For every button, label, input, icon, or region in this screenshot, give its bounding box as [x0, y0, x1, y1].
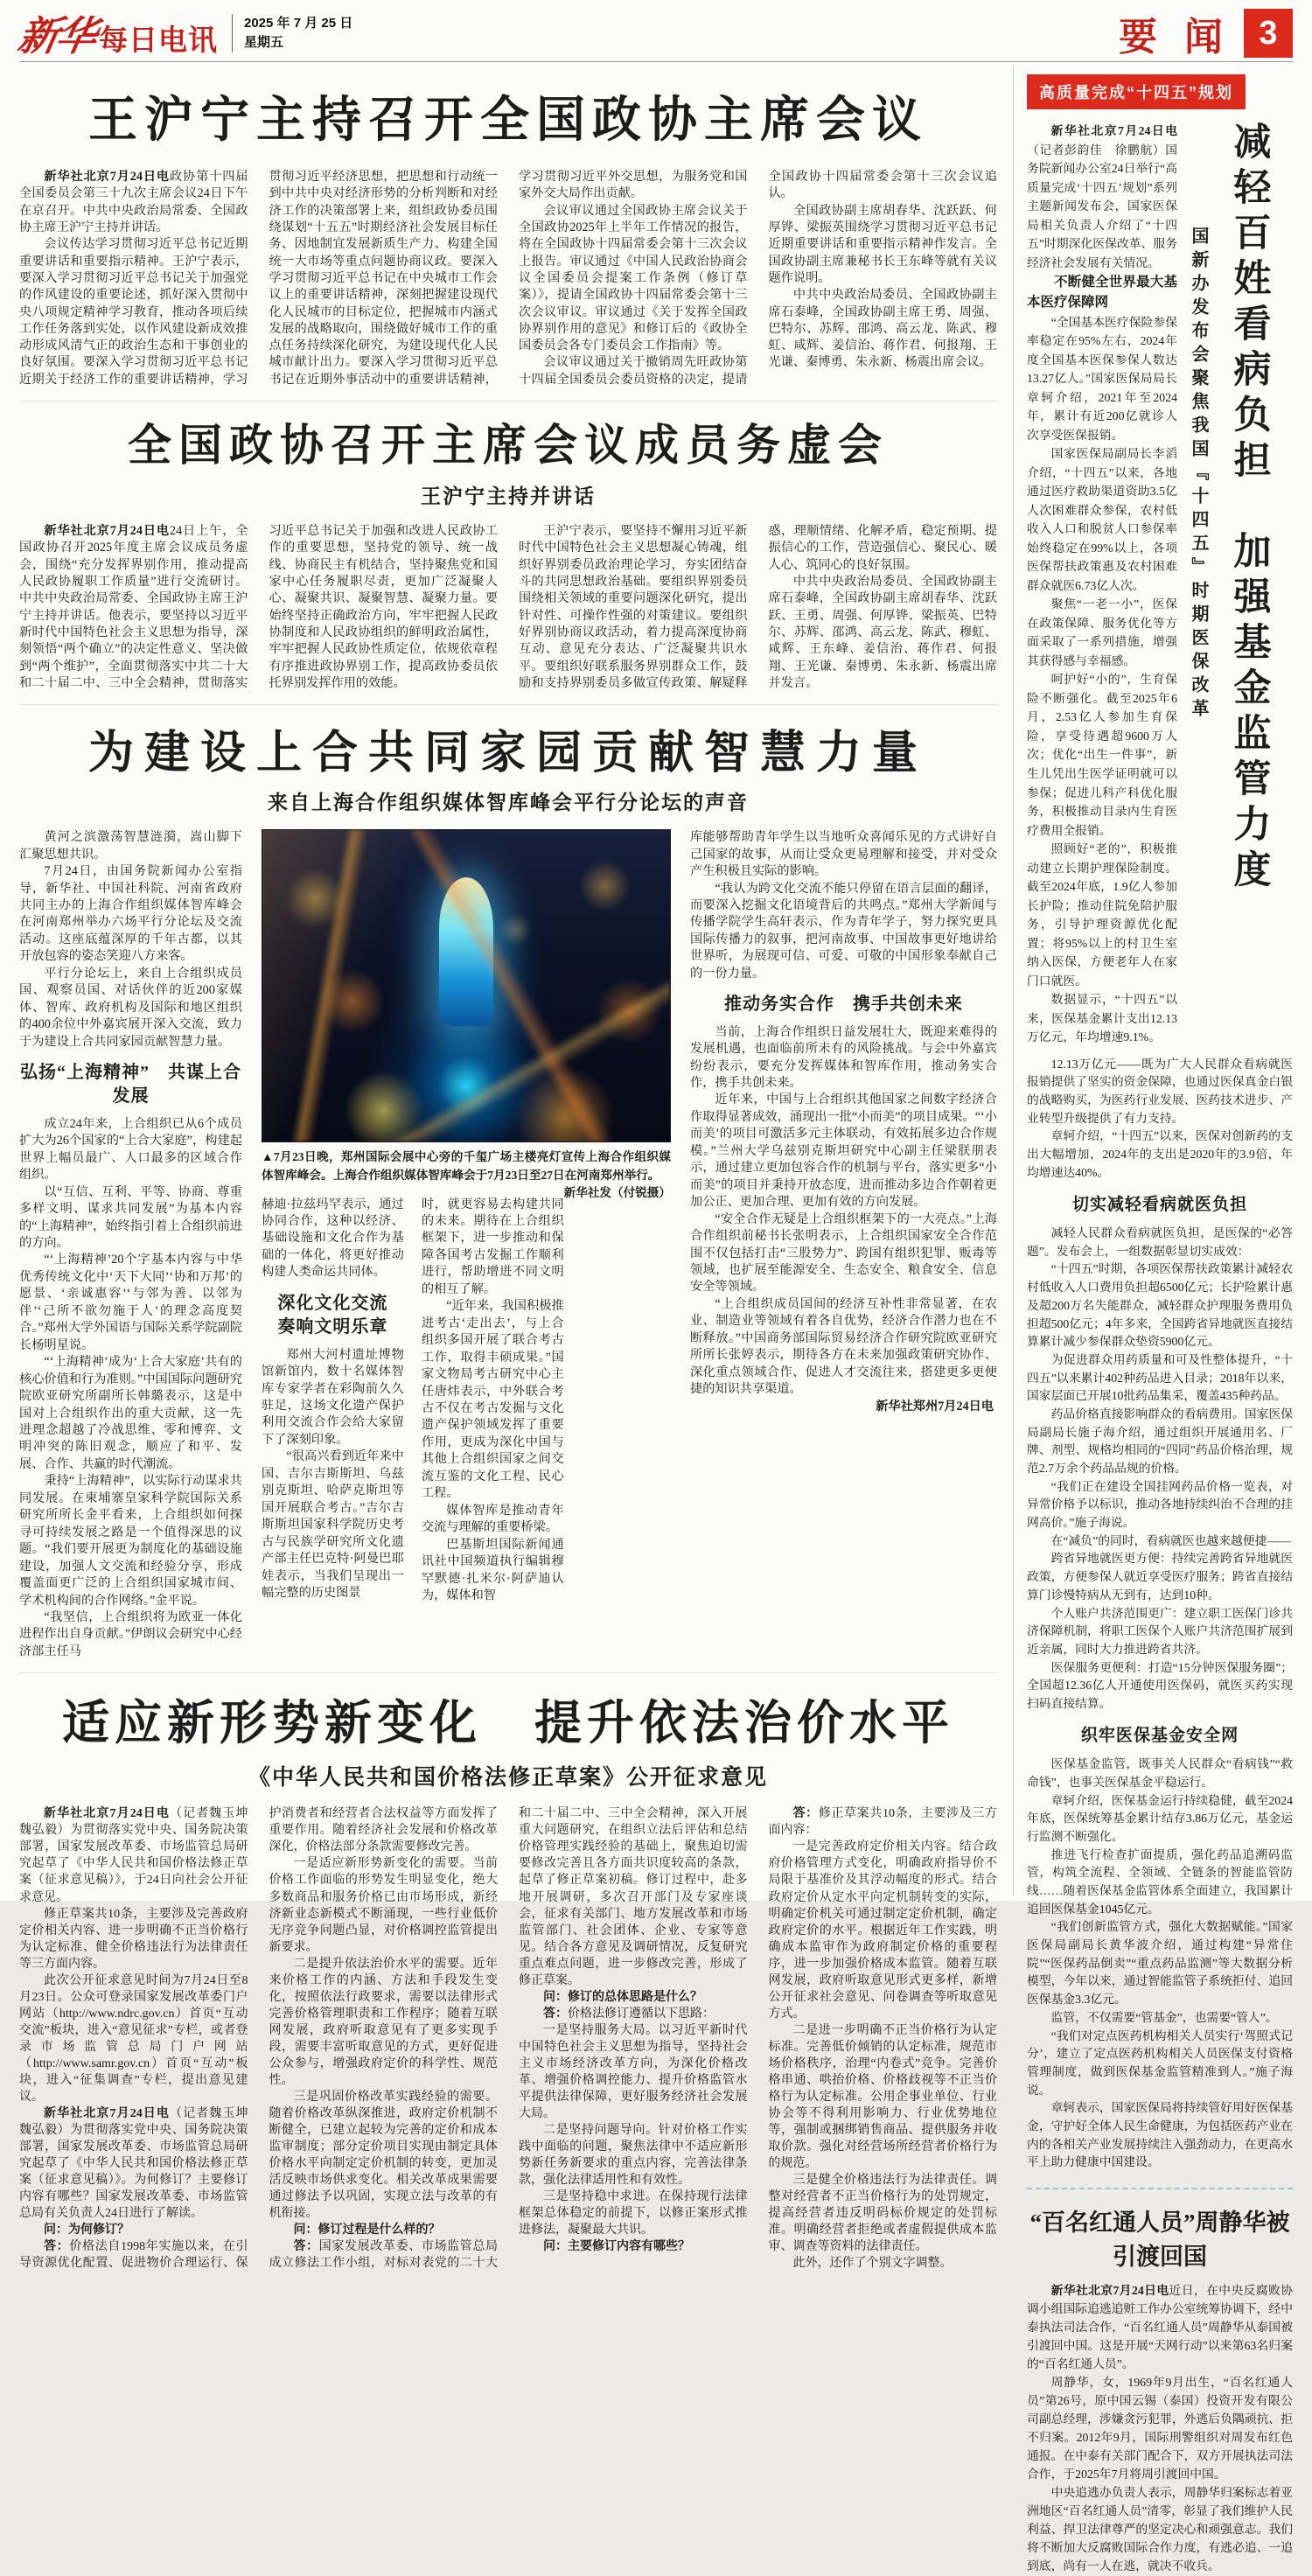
paragraph: “很高兴看到近年来中国、吉尔吉斯斯坦、乌兹别克斯坦、哈萨克斯坦等国开展联合考古。”吉尔吉斯斯坦国家科学院历史考古与民族学研究所文化遗产部主任巴克特·阿曼巴耶娃表示，当我们呈现出一幅完整的历史图景	[262, 1449, 404, 1600]
paragraph: 监管，不仅需要“管基金”，也需要“管人”。	[1050, 2010, 1278, 2024]
paragraph: 答：国家发展改革委、市场监管总局成立修法工作小组，对标对表党的二十大和二十届二中、三中全会精神，深入开展重大问题研究，在组织立法后评估和总结价格管理实践经验的基础上，聚焦迫切需要修改完善且各方面共识度较高的条款，起草了修正草案初稿。修订过程中，赴多地开展调研，多次召开部门及专家座谈会，征求有关部门、地方发展改革和市场监管部门、社会团体、企业、专家等意见。结合各方意见及调研情况，反复研究重点难点问题，进一步修改完善，形成了修正草案。	[269, 1807, 748, 2271]
vertical-subheadline: 国新办发布会聚焦我国『十四五』时期医保改革	[1189, 227, 1208, 723]
sco-left-column	[19, 829, 242, 1660]
paragraph: 一是坚持服务大局。以习近平新时代中国特色社会主义思想为指导，坚持社会主义市场经济改革方向，为深化价格改革、增强价格调控能力、提升价格监管水平提供法律保障，更好服务经济社会发展大局。	[519, 2023, 748, 2120]
masthead-right	[1119, 5, 1293, 61]
paragraph: 聚焦“一老一小”，医保在政策保障、服务优化等方面采取了一系列措施，增强其获得感与幸福感。	[1027, 597, 1177, 667]
paragraph: 新华社北京7月24日电（记者魏玉坤 魏弘毅）为贯彻落实党中央、国务院决策部署，国家发展改革委、市场监管总局研究起草了《中华人民共和国价格法修正草案（征求意见稿）》，于24日向社会公开征求意见。	[19, 1807, 261, 1904]
article-body	[1027, 2282, 1293, 2576]
paragraph: 以“互信、互利、平等、协商、尊重多样文明、谋求共同发展”为基本内容的“上海精神”，始终指引着上合组织前进的方向。	[19, 1184, 242, 1251]
paragraph: 此次公开征求意见时间为7月24日至8月23日。公众可登录国家发展改革委门户网站（http://www.ndrc.gov.cn）首页“互动交流”板块，进入“意见征求”专栏，或者登录市场监管总局门户网站（http://www.samr.gov.cn）首页“互动”板块，进入“征集调查”专栏，提出意见建议。	[19, 1973, 248, 2104]
article-body	[19, 169, 997, 388]
paragraph: 减轻人民群众看病就医负担，是医保的“必答题”。发布会上，一组数据彰显切实成效：	[1027, 1226, 1293, 1258]
paragraph: 二是进一步明确不正当价格行为认定标准。完善低价倾销的认定标准，规范市场价格秩序，治理“内卷式”竞争。完善价格串通、哄抬价格、价格歧视等不正当价格行为认定标准。公用企事业单位、行业协会等不得利用影响力、行业优势地位等，强制或捆绑销售商品、提供服务并收取价款。强化对经营场所经营者价格行为的规范。	[768, 2023, 997, 2171]
paragraph: 12.13万亿元——既为广大人民群众看病就医报销提供了坚实的资金保障，也通过医保真金白银的战略购买，为医药行业发展、医药技术进步、产业转型升级提供了有力支持。	[1027, 1057, 1293, 1125]
paragraph: 一是完善政府定价相关内容。结合政府价格管理方式变化，明确政府指导价不局限于基准价及其浮动幅度的形式。结合政府定价从定水平向定机制转变的实际，明确定价机关可通过制定定价机制，确定政府定价的水平。根据近年工作实践，明确成本监审作为政府制定价格的重要程序，进一步加强价格成本监管。随着互联网发展，政府听取意见形式更多样，新增公开征求社会意见、问卷调查等听取意见方式。	[768, 1840, 997, 2021]
paragraph: 7月24日，由国务院新闻办公室指导，新华社、中国社科院、河南省政府共同主办的上海合作组织媒体智库峰会在河南郑州举办六场平行分论坛及交流活动。这座底蕴深厚的千年古都，以其开放包容的姿态笑迎八方来客。	[19, 864, 242, 964]
paragraph: 三是坚持稳中求进。在保持现行法律框架总体稳定的前提下，以修正案形式推进修法，凝聚最大共识。	[519, 2190, 748, 2237]
paragraph: 会议传达学习贯彻习近平总书记近期重要讲话和重要指示精神。王沪宁表示，要深入学习贯彻习近平总书记关于加强党的作风建设的重要论述，抓好深入贯彻中央八项规定精神学习教育，推动各项后续工作任务落到实处，以作风建设新成效推动形成风清气正的政治生态和干事创业的良好氛围。要深入学习贯彻习近平总书记近期关于经济工作的重要讲话精神，学习贯彻习近平经济思想，把思想和行动统一到中共中央对经济形势的分析判断和对经济工作的决策部署上来，组织政协委员围绕谋划“十五五”时期经济社会发展目标任务、因地制宜发展新质生产力、构建全国统一大市场等重点问题协商议政。要深入学习贯彻习近平总书记在中央城市工作会议上的重要讲话精神，深刻把握建设现代化人民城市的目标定位，把握城市内涵式发展的战略取向，围绕做好城市工作的重点任务持续深化研究，为建设现代化人民城市献计出力。要深入学习贯彻习近平总书记在近期外事活动中的重要讲话精神，学习贯彻习近平外交思想，为服务党和国家外交大局作出贡献。	[19, 170, 748, 387]
paragraph: 修正草案共10条，主要涉及完善政府定价相关内容、进一步明确不正当价格行为认定标准、健全价格违法行为法律责任等三方面内容。	[19, 1907, 248, 1971]
paragraph: 赫迪·拉兹玛罕表示，通过协同合作，这种以经济、基础设施和文化合作为基础的一体化，将更好推动构建人类命运共同体。	[262, 1197, 404, 1280]
caption-text: ▲7月23日晚，郑州国际会展中心旁的千玺广场主楼亮灯宣传上海合作组织媒体智库峰会。上海合作组织媒体智库峰会于7月23日至27日在河南郑州举行。	[262, 1150, 671, 1182]
paragraph: 问：修订的总体思路是什么？	[543, 1990, 702, 2004]
paragraph: 此外，还作了个别文字调整。	[792, 2257, 953, 2271]
paragraph: 照顾好“老的”，积极推动建立长期护理保险制度。截至2024年底，1.9亿人参加长护险；推动住院免陪护服务，引导护理资源优化配置；将95%以上的村卫生室纳入医保，方便老年人在家门口就医。	[1027, 842, 1177, 988]
photo-zhengzhou-night-skyline	[262, 829, 671, 1142]
photo-credit: 新华社发（付锐摄）	[563, 1185, 671, 1199]
paragraph: 平行分论坛上，来自上合组织成员国、观察员国、对话伙伴的近200家媒体、智库、政府机构及国际和地区组织的400余位中外嘉宾展开深入交流，致力于为建设上合共同家园贡献智慧力量。	[19, 966, 242, 1049]
paragraph: 中共中央政治局委员、全国政协副主席石泰峰，全国政协副主席王勇、周强、巴特尔、苏辉、邵鸿、高云龙、陈武、穆虹、咸辉、姜信治、蒋作君、何报翔、王光谦、秦博勇、朱永新、杨震出席会议。	[768, 288, 997, 370]
article-cppcc-chairpersons-meeting	[19, 81, 997, 388]
paragraph: 新华社北京7月24日电政协第十四届全国委员会第三十九次主席会议24日下午在京召开。中共中央政治局常委、全国政协主席王沪宁主持并讲话。	[19, 170, 248, 234]
paragraph: “我坚信，上合组织将为欧亚一体化进程作出自身贡献。”伊朗议会研究中心经济部主任马	[19, 1610, 242, 1658]
article-headline: 为建设上合共同家园贡献智慧力量	[87, 729, 928, 779]
inline-subhead: 深化文化交流 奏响文明乐章	[277, 1293, 407, 1337]
paragraph: 章轲表示，国家医保局将持续管好用好医保基金，守护好全体人民生命健康，为包括医药产业在内的各相关产业发展持续注入强劲动力，在更高水平上助力健康中国建设。	[1027, 2101, 1293, 2169]
paragraph: 秉持“上海精神”，以实际行动谋求共同发展。在柬埔寨皇家科学院国际关系研究所所长金平看来，上合组织如何探寻可持续发展之路是一个值得深思的议题。“我们要开展更为制度化的基础设施建设，加强人文交流和经验分享，形成覆盖面更广泛的上合组织国家城市间、学术机构间的合作网络。”金平说。	[19, 1474, 242, 1608]
article-red-notice	[1027, 2203, 1293, 2576]
section-divider	[19, 1672, 997, 1673]
article-price-law	[19, 1686, 997, 2272]
paragraph: “我们正在建设全国挂网药品价格一览表，对异常价格予以标识，推动各地持续纠治不合理的挂网高价。”施子海说。	[1027, 1479, 1293, 1530]
paragraph: 章轲介绍，“十四五”以来，医保对创新药的支出大幅增加，2024年的支出是2020年的3.9倍，年均增速达40%。	[1027, 1129, 1293, 1179]
paragraph: 呵护好“小的”，生育保险不断强化。截至2025年6月，2.53亿人参加生育保险，享受待遇超9600万人次；优化“出生一件事”，新生儿凭出生医学证明就可以参保；促进儿科产科优化服务，积极推动目录内生育医疗费用全报销。	[1027, 673, 1177, 837]
paragraph: 时，就更容易去构建共同的未来。期待在上合组织框架下，进一步推动和保障各国考古发掘工作顺利进行，帮助增进不同文明的相互了解。	[421, 1197, 564, 1296]
sco-right-column	[690, 829, 997, 1660]
paragraph: 国家医保局副局长李滔介绍，“十四五”以来，各地通过医疗救助渠道资助3.5亿人次困难群众参保，农村低收入人口和脱贫人口参保率始终稳定在99%以上，各项医保帮扶政策惠及农村困难群众就医6.73亿人次。	[1027, 447, 1177, 592]
sidebar-column	[1013, 67, 1294, 2573]
series-kicker-badge: 高质量完成“十四五”规划	[1027, 74, 1246, 109]
paragraph: 当前，上海合作组织日益发展壮大，既迎来难得的发展机遇，也面临前所未有的风险挑战。与会中外嘉宾纷纷表示，要充分发挥媒体和智库作用，推动务实合作，携手共创未来。	[690, 1024, 997, 1091]
paragraph: 答：修正草案共10条，主要涉及三方面内容：	[768, 1807, 998, 1838]
paragraph: “‘上海精神’20个字基本内容与中华优秀传统文化中‘天下大同’‘协和万邦’的愿景、‘亲诚惠容’‘与邻为善、以邻为伴’‘己所不欲勿施于人’的理念高度契合。”郑州大学外国语与国际关系学院副院长杨明星说。	[19, 1253, 242, 1352]
paragraph: “我们对定点医药机构相关人员实行‘驾照式记分’，建立了定点医药机构相关人员医保支付资格管理制度，做到医保基金监管精准到人。”施子海说。	[1027, 2028, 1293, 2097]
sco-subcolumns	[262, 1197, 564, 1605]
article-medical-insurance	[1027, 67, 1293, 2172]
medical-feature-top	[1027, 122, 1293, 1047]
paragraph: 推进飞行检查扩面提质，强化药品追溯码监管，构筑全流程、全领域、全链条的智能监管防线……随着医保基金监管体系全面建立，我国累计追回医保基金1045亿元。	[1027, 1847, 1293, 1916]
section-title: 要 闻	[1119, 16, 1232, 59]
paragraph: 二是提升依法治价水平的需要。近年来价格工作的内涵、方法和手段发生变化，按照依法行政要求，需要以法律形式完善价格管理职责和工作程序；随着互联网发展，政府听取意见有了更多实现手段，需要丰富听取意见的方式，更好促进公众参与，增强政府定价的科学性、规范性。	[269, 1957, 498, 2087]
article-body	[19, 1805, 997, 2272]
issue-date	[232, 14, 352, 52]
sco-subcolumn-a	[262, 1197, 407, 1605]
sco-middle-column	[262, 829, 671, 1660]
article-headline: 适应新形势新变化 提升依法治价水平	[62, 1697, 954, 1750]
article-headline: “百名红通人员”周静华被引渡回国	[1029, 2209, 1290, 2271]
weekday-line: 星期五	[244, 35, 284, 50]
paragraph: 库能够帮助青年学生以当地听众喜闻乐见的方式讲好自己国家的故事，从而让受众更易理解和接受，并对受众产生积极且实际的影响。	[690, 830, 997, 879]
paragraph: 周静华，女，1969年9月出生，“百名红通人员”第26号，原中国云锡（泰国）投资开发有限公司副总经理，涉嫌贪污犯罪，外逃后负隅顽抗、拒不归案。2012年9月，国际刑警组织对周发布红色通报。在中泰有关部门配合下，双方开展执法司法合作，于2025年7月将周引渡回中国。	[1027, 2375, 1293, 2481]
inline-subhead: 切实减轻看病就医负担	[1071, 1195, 1248, 1214]
paragraph: 跨省异地就医更方便：持续完善跨省异地就医政策，方便参保人就近享受医疗服务；跨省直接结算门诊慢特病从无到有，达到10种。	[1027, 1552, 1293, 1602]
inline-subhead: 推动务实合作 携手共创未来	[724, 995, 963, 1015]
logo-script: 新华	[14, 14, 98, 59]
paragraph: 问：主要修订内容有哪些？	[543, 2240, 690, 2254]
paragraph: 新华社北京7月24日电24日上午，全国政协召开2025年度主席会议成员务虚会，围绕“充分发挥界别作用，推动提高人民政协履职工作质量”进行交流研讨。中共中央政治局常委、全国政协主席王沪宁主持并讲话。他表示，要坚持以习近平新时代中国特色社会主义思想为指导，深刻领悟“两个确立”的决定性意义、坚决做到“两个维护”，全面贯彻落实中共二十大和二十届二中、三中全会精神，贯彻落实习近平总书记关于加强和改进人民政协工作的重要思想，坚持党的领导、统一战线、协商民主有机结合，坚持聚焦党和国家中心任务履职尽责，更加广泛凝聚人心、凝聚共识、凝聚智慧、凝聚力量。要始终坚持正确政治方向，牢牢把握人民政协制度和人民政协组织的鲜明政治属性，牢牢把握人民政协性质定位，依规依章程有序推进政协界别工作，提高政协委员依托界别发挥作用的效能。	[19, 524, 498, 690]
photo-caption	[262, 1148, 671, 1199]
paragraph: 黄河之滨激荡智慧涟漪，嵩山脚下汇聚思想共识。	[19, 830, 242, 862]
paragraph: 药品价格直接影响群众的看病费用。国家医保局副局长施子海介绍，通过组织开展通用名、厂牌、剂型、规格均相同的“四同”药品价格治理，规范2.7万余个药品品规的价格。	[1027, 1407, 1293, 1476]
paragraph: 为促进群众用药质量和可及性整体提升，“十四五”以来累计402种药品进入目录；2018年以来，国家层面已开展10批药品集采，覆盖435种药品。	[1027, 1352, 1293, 1403]
article-cppcc-retreat	[19, 410, 997, 692]
paragraph: 会议审议通过全国政协主席会议关于全国政协2025年上半年工作情况的报告，将在全国政协十四届常委会第十三次会议上报告。审议通过《中国人民政治协商会议全国委员会提案工作条例（修订草案）》，提请全国政协十四届常委会第十三次会议审议。审议通过《关于发挥全国政协界别作用的意见》和修订后的《政协全国委员会各专门委员会工作指南》等。	[519, 203, 748, 353]
paragraph: 在“减负”的同时，看病就医也越来越便捷——	[1050, 1533, 1291, 1547]
paragraph: 二是坚持问题导向。针对价格工作实践中面临的问题，聚焦法律中不适应新形势新任务新要求的重点内容，完善法律条款，强化法律适用性和有效性。	[519, 2123, 748, 2188]
paragraph: 王沪宁表示，要坚持不懈用习近平新时代中国特色社会主义思想凝心铸魂，组织好界别委员政治理论学习，夯实团结奋斗的共同思想政治基础。要组织界别委员围绕相关领域的重要问题深化研究，提出针对性、可操作性强的对策建议。要组织好界别协商议政活动，着力提高深度协商互动、意见充分表达、广泛凝聚共识水平。要组织好联系服务界别群众工作，鼓励和支持界别委员多做宣传政策、解疑释惑，理顺情绪、化解矛盾，稳定预期、提振信心的工作，营造强信心、聚民心、暖人心、筑同心的良好氛围。	[519, 524, 997, 690]
masthead	[14, 5, 1293, 62]
sco-subcolumn-b	[422, 1197, 564, 1605]
paragraph: 巴基斯坦国际新闻通讯社中国频道执行编辑穆罕默德·扎米尔·阿萨迪认为，媒体和智	[421, 1537, 564, 1602]
paragraph: 三是巩固价格改革实践经验的需要。随着价格改革纵深推进，政府定价机制不断健全，已建立起较为完善的定价和成本监审制度；部分定价项目实现由制定具体价格水平向制定定价机制的转变，更加灵活反映市场供求变化。相关改革成果需要通过修法予以巩固，实现立法与改革的有机衔接。	[269, 2090, 498, 2221]
paragraph: 郑州大河村遗址博物馆新馆内，数十名媒体智库专家学者在彩陶前久久驻足，这场文化遗产保护利用交流合作会给大家留下了深刻印象。	[262, 1347, 404, 1447]
paragraph: 会议审议通过关于撤销周先旺政协第十四届全国委员会委员资格的决定，提请全国政协十四届常委会第十三次会议追认。	[519, 170, 997, 387]
newspaper-logo	[14, 4, 218, 62]
paragraph: 答：价格法修订遵循以下思路：	[543, 2007, 715, 2021]
paragraph: 问：为何修订？	[44, 2223, 129, 2237]
page-content	[19, 62, 1294, 2573]
paragraph: 成立24年来，上合组织已从6个成员扩大为26个国家的“上合大家庭”，构建起世界上幅员最广、人口最多的区域合作组织。	[19, 1116, 242, 1183]
medical-narrow-text	[1027, 122, 1177, 1047]
paragraph: “十四五”时期，各项医保帮扶政策累计减轻农村低收入人口费用负担超6500亿元；长护险累计惠及超200万名失能群众，减轻群众护理服务费用负担超500亿元；4年多来，全国跨省异地就医直接结算累计减少参保群众垫资5900亿元。	[1027, 1262, 1293, 1349]
paragraph: 近年来，中国与上合组织其他国家之间数字经济合作取得显著成效，涌现出一批“小而美”的项目成果。“‘小而美’的项目可激活多元主体联动，有效拓展多边合作规模。”兰州大学乌兹别克斯坦研究中心副主任梁朕朋表示，通过建立更加包容合作的机制与平台，落实更多“小而美”的项目并秉持开放态度，进而推动多边合作朝着更加公正、更加合理、更加有效的方向发展。	[690, 1093, 997, 1210]
paragraph: 三是健全价格违法行为法律责任。调整对经营者不正当价格行为的处罚规定，提高经营者违反明码标价规定的处罚标准。明确经营者拒绝或者虚假提供成本监审、调查等资料的法律责任。	[768, 2174, 997, 2254]
article-deck: 王沪宁主持并讲话	[421, 485, 596, 508]
article-deck: 来自上海合作组织媒体智库峰会平行分论坛的声音	[268, 792, 749, 814]
article-deck: 《中华人民共和国价格法修正草案》公开征求意见	[248, 1766, 768, 1791]
sco-article-grid	[19, 829, 997, 1660]
page-number-badge: 3	[1244, 9, 1293, 58]
paragraph: 新华社北京7月24日电近日，在中央反腐败协调小组国际追逃追赃工作办公室统筹协调下，经中泰执法司法合作，“百名红通人员”周静华从泰国被引渡回中国。这是开展“天网行动”以来第63名归案的“百名红通人员”。	[1027, 2284, 1294, 2370]
logo-text: 每日电讯	[99, 25, 218, 57]
paragraph: 章轲介绍，医保基金运行持续稳健，截至2024年底，医保统筹基金累计结存3.86万亿元，基金运行监测不断强化。	[1027, 1793, 1293, 1843]
paragraph: 媒体智库是推动青年交流与理解的重要桥梁。	[421, 1503, 564, 1535]
paragraph: “‘上海精神’成为‘上合大家庭’共有的核心价值和行为准则。”中国国际问题研究院欧亚研究所副所长韩璐表示，这是中国对上合组织作出的重大贡献，这一先进理念超越了冷战思维、零和博弈、文明冲突的陈旧观念，顺应了和平、发展、合作、共赢的时代潮流。	[19, 1355, 242, 1471]
main-column	[19, 67, 998, 2271]
paragraph: “我认为跨文化交流不能只停留在语言层面的翻译，而要深入挖掘文化语境背后的共鸣点。”郑州大学新闻与传播学院学生高轩表示，作为青年学子，努力探究更具国际传播力的叙事，把河南故事、中国故事更好地讲给世界听，为展现可信、可爱、可敬的中国形象奉献自己的一份力量。	[690, 881, 997, 981]
paragraph: 答：价格法自1998年实施以来，在引导资源优化配置、促进物价合理运行、保护消费者和经营者合法权益等方面发挥了重要作用。随着经济社会发展和价格改革深化，价格法部分条款需要修改完善。	[19, 1807, 498, 2271]
section-divider	[19, 704, 997, 705]
paragraph: “我们创新监管方式，强化大数据赋能。”国家医保局副局长黄华波介绍，通过构建“异常住院”“医保药品倒卖”“重点药品监测”等大数据分析模型，今年以来，通过智能监管子系统拒付、追回医保基金3.3亿元。	[1027, 1920, 1293, 2007]
paragraph: “近年来，我国积极推进考古‘走出去’，与上合组织多国开展了联合考古工作，取得丰硕成果。”国家文物局考古研究中心主任唐炜表示，中外联合考古不仅在考古发掘与文化遗产保护领域发挥了重要作用，更成为深化中国与其他上合组织国家之间交流互鉴的文化工程、民心工程。	[421, 1299, 564, 1501]
paragraph: 医保服务更便利：打造“15分钟医保服务圈”；全国超12.36亿人开通使用医保码，就医买药实现扫码直接结算。	[1027, 1660, 1293, 1710]
paragraph: “全国基本医疗保险参保率稳定在95%左右，2024年度全国基本医保参保人数达13.27亿人。”国家医保局局长章轲介绍，2021年至2024年，累计有近200亿就诊人次享受医保报销。	[1027, 315, 1177, 442]
paragraph: “安全合作无疑是上合组织框架下的一大亮点。”上海合作组织前秘书长张明表示，上合组织国家安全合作范围不仅包括打击“三股势力”、跨国有组织犯罪、贩毒等领域，也扩展至能源安全、生态安全、粮食安全、信息安全等领域。	[690, 1211, 997, 1295]
inline-subhead: 不断健全世界最大基本医疗保障网	[1027, 275, 1177, 311]
paragraph: 中共中央政治局委员、全国政协副主席石泰峰，全国政协副主席胡春华、沈跃跃、王勇、周强、何厚铧、梁振英、巴特尔、苏辉、邵鸿、高云龙、陈武、穆虹、咸辉、王东峰、姜信治、蒋作君、何报翔、王光谦、秦博勇、朱永新、杨震出席并发言。	[768, 575, 997, 690]
paragraph: 新华社郑州7月24日电	[876, 1399, 994, 1414]
paragraph: 新华社北京7月24日电（记者魏玉坤 魏弘毅）为贯彻落实党中央、国务院决策部署，国家发展改革委、市场监管总局研究起草了《中华人民共和国价格法修正草案（征求意见稿）》。为何修订？主要修订内容有哪些？国家发展改革委、市场监管总局有关负责人24日进行了解读。	[19, 2106, 261, 2221]
paragraph: “上合组织成员国间的经济互补性非常显著，在农业、制造业等领域有着各自优势，经济合作潜力也在不断释放。”中国商务部国际贸易经济合作研究院欧亚研究所所长张婷表示，期待各方在未来加强政策研究协作、深化重点领域合作、促进人才交流往来，搭建更多更便捷的知识共享渠道。	[690, 1296, 997, 1397]
paragraph: 个人账户共济范围更广：建立职工医保门诊共济保障机制，将职工医保个人账户共济范围扩展到近亲属，同时大力推进跨省共济。	[1027, 1606, 1293, 1656]
paragraph: 数据显示，“十四五”以来，医保基金累计支出12.13万亿元，年均增速9.1%。	[1027, 993, 1177, 1044]
vertical-headline: 减轻百姓看病负担 加强基金监管力度	[1228, 122, 1270, 895]
paragraph: 问：修订过程是什么样的？	[293, 2223, 441, 2237]
paragraph: 新华社北京7月24日电（记者彭韵佳 徐鹏航）国务院新闻办公室24日举行“高质量完成‘十四五’规划”系列主题新闻发布会，国家医保局相关负责人介绍了“十四五”时期深化医保改革、服务经济社会发展有关情况。	[1027, 124, 1177, 269]
inline-subhead: 弘扬“上海精神” 共谋上合发展	[20, 1063, 241, 1106]
article-headline: 王沪宁主持召开全国政协主席会议	[88, 94, 928, 148]
article-headline: 全国政协召开主席会议成员务虚会	[128, 421, 889, 471]
dashed-divider	[1027, 2188, 1293, 2189]
paragraph: 一是适应新形势新变化的需要。当前价格工作面临的形势发生明显变化，绝大多数商品和服务价格已由市场形成，新经济新业态新模式不断涌现，一些行业低价无序竞争问题凸显，对价格调控监管提出新要求。	[269, 1857, 498, 1954]
paragraph: 全国政协副主席胡春华、沈跃跃、何厚铧、梁振英围绕学习贯彻习近平总书记近期重要讲话和重要指示精神作发言。全国政协副主席兼秘书长王东峰等就有关议题作说明。	[768, 203, 997, 285]
paragraph: 中央追逃办负责人表示，周静华归案标志着亚洲地区“百名红通人员”清零，彰显了我们维护人民利益、捍卫法律尊严的坚定决心和顽强意志。我们将不断加大反腐败国际合作力度，有逃必追、一追到底，尚有一人在逃，就决不收兵。	[1027, 2485, 1293, 2573]
article-body	[19, 523, 997, 692]
date-line: 2025 年 7 月 25 日	[244, 16, 353, 31]
medical-wide-text	[1027, 1056, 1293, 2172]
article-sco-forum	[19, 716, 997, 1660]
inline-subhead: 织牢医保基金安全网	[1080, 1726, 1239, 1745]
paragraph: 医保基金监管，既事关人民群众“看病钱”“救命钱”，也事关医保基金平稳运行。	[1027, 1757, 1293, 1789]
